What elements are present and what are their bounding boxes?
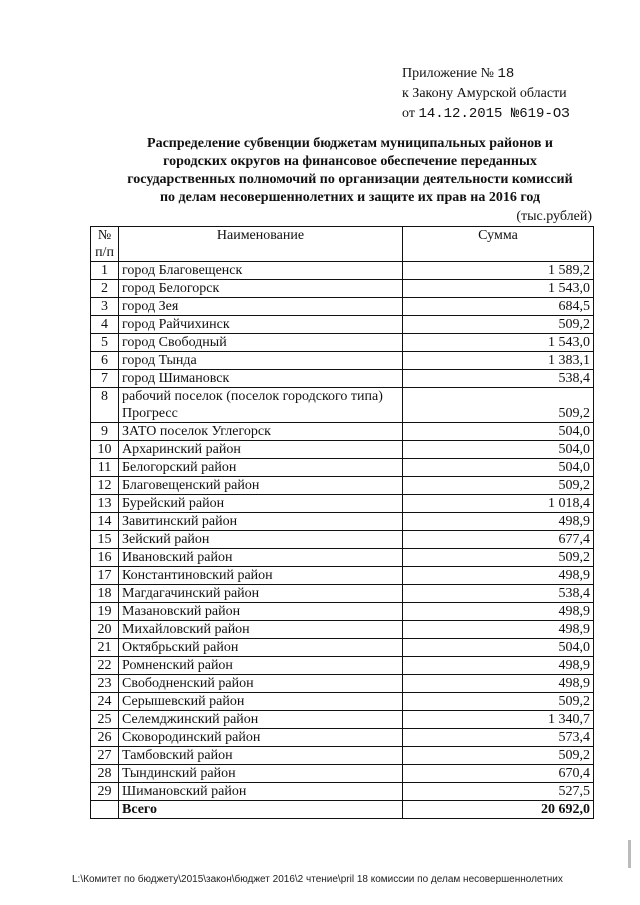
row-number: 19 <box>91 603 119 621</box>
row-name: город Райчихинск <box>119 316 403 334</box>
header-number <box>91 227 119 262</box>
table-body <box>91 262 594 801</box>
row-number: 1 <box>91 262 119 280</box>
row-name: Благовещенский район <box>119 477 403 495</box>
row-number: 16 <box>91 549 119 567</box>
row-sum: 538,4 <box>403 370 594 388</box>
row-name: Свободненский район <box>119 675 403 693</box>
row-sum: 498,9 <box>403 513 594 531</box>
file-path-footer: L:\Комитет по бюджету\2015\закон\бюджет 2016\2 чтение\pril 18 комиссии по делам несовершеннолетних <box>72 874 563 885</box>
row-name: Тамбовский район <box>119 747 403 765</box>
row-sum: 498,9 <box>403 567 594 585</box>
row-name: Константиновский район <box>119 567 403 585</box>
row-number: 9 <box>91 423 119 441</box>
row-number: 11 <box>91 459 119 477</box>
row-number: 2 <box>91 280 119 298</box>
document-title <box>120 135 580 207</box>
row-sum: 504,0 <box>403 441 594 459</box>
row-sum: 1 543,0 <box>403 334 594 352</box>
table-row <box>91 262 594 280</box>
table-row <box>91 334 594 352</box>
table-row <box>91 747 594 765</box>
row-name: город Благовещенск <box>119 262 403 280</box>
appendix-line-2: к Закону Амурской области <box>402 86 567 101</box>
row-sum: 509,2 <box>403 549 594 567</box>
table-row <box>91 585 594 603</box>
table-row <box>91 693 594 711</box>
row-sum: 573,4 <box>403 729 594 747</box>
row-sum: 504,0 <box>403 423 594 441</box>
table-row <box>91 495 594 513</box>
table-row <box>91 298 594 316</box>
table-row <box>91 657 594 675</box>
row-name: Зейский район <box>119 531 403 549</box>
table-row <box>91 423 594 441</box>
table-total-row <box>91 801 594 819</box>
row-number: 5 <box>91 334 119 352</box>
row-number: 13 <box>91 495 119 513</box>
row-sum: 527,5 <box>403 783 594 801</box>
row-sum: 498,9 <box>403 621 594 639</box>
table-header-row <box>91 227 594 262</box>
row-number: 24 <box>91 693 119 711</box>
row-sum: 677,4 <box>403 531 594 549</box>
row-number: 10 <box>91 441 119 459</box>
table-row <box>91 675 594 693</box>
table-row <box>91 316 594 334</box>
row-sum: 509,2 <box>403 477 594 495</box>
row-name: город Тында <box>119 352 403 370</box>
row-sum: 504,0 <box>403 459 594 477</box>
total-label: Всего <box>119 801 403 819</box>
row-name: Михайловский район <box>119 621 403 639</box>
row-number: 28 <box>91 765 119 783</box>
row-number: 25 <box>91 711 119 729</box>
row-name: Бурейский район <box>119 495 403 513</box>
row-sum: 1 018,4 <box>403 495 594 513</box>
appendix-date-value: 14.12.2015 №619-ОЗ <box>418 106 570 122</box>
table-row <box>91 370 594 388</box>
row-number: 12 <box>91 477 119 495</box>
title-line-2: городских округов на финансовое обеспечение переданных <box>163 154 537 169</box>
row-name: рабочий поселок (поселок городского типа) Прогресс <box>119 388 403 423</box>
table-row <box>91 441 594 459</box>
appendix-prefix: Приложение № <box>402 66 494 81</box>
row-name: Серышевский район <box>119 693 403 711</box>
table-row <box>91 459 594 477</box>
table-row <box>91 765 594 783</box>
header-name: Наименование <box>119 227 403 262</box>
title-line-3: государственных полномочий по организации деятельности комиссий <box>127 172 573 187</box>
row-name: Архаринский район <box>119 441 403 459</box>
row-sum: 509,2 <box>403 388 594 423</box>
appendix-date-prefix: от <box>402 106 415 121</box>
row-number: 27 <box>91 747 119 765</box>
row-name: Селемджинский район <box>119 711 403 729</box>
row-name: Мазановский район <box>119 603 403 621</box>
row-sum: 1 383,1 <box>403 352 594 370</box>
row-name: город Свободный <box>119 334 403 352</box>
row-sum: 498,9 <box>403 657 594 675</box>
header-number-line2: п/п <box>95 245 114 260</box>
row-number: 29 <box>91 783 119 801</box>
table-row <box>91 603 594 621</box>
appendix-number: 18 <box>497 66 515 82</box>
table-row <box>91 621 594 639</box>
table-row <box>91 567 594 585</box>
row-name: Сковородинский район <box>119 729 403 747</box>
table-row <box>91 477 594 495</box>
row-sum: 498,9 <box>403 675 594 693</box>
table-row <box>91 388 594 423</box>
row-sum: 509,2 <box>403 747 594 765</box>
row-number: 22 <box>91 657 119 675</box>
row-name: Тындинский район <box>119 765 403 783</box>
row-sum: 1 589,2 <box>403 262 594 280</box>
row-number: 7 <box>91 370 119 388</box>
row-number: 6 <box>91 352 119 370</box>
row-name: Октябрьский район <box>119 639 403 657</box>
row-name: Шимановский район <box>119 783 403 801</box>
row-name: Магдагачинский район <box>119 585 403 603</box>
row-sum: 1 340,7 <box>403 711 594 729</box>
row-number: 3 <box>91 298 119 316</box>
units-label: (тыс.рублей) <box>516 209 592 224</box>
row-number: 20 <box>91 621 119 639</box>
appendix-line-1 <box>402 64 570 84</box>
row-sum: 498,9 <box>403 603 594 621</box>
row-name: город Зея <box>119 298 403 316</box>
row-number: 4 <box>91 316 119 334</box>
row-sum: 684,5 <box>403 298 594 316</box>
table-row <box>91 531 594 549</box>
appendix-block <box>402 64 570 124</box>
appendix-line-3 <box>402 104 570 124</box>
row-sum: 670,4 <box>403 765 594 783</box>
title-line-1: Распределение субвенции бюджетам муниципальных районов и <box>147 136 553 151</box>
row-name: город Шимановск <box>119 370 403 388</box>
header-sum: Сумма <box>403 227 594 262</box>
row-sum: 538,4 <box>403 585 594 603</box>
row-number: 26 <box>91 729 119 747</box>
total-number-cell <box>91 801 119 819</box>
row-name: Белогорский район <box>119 459 403 477</box>
row-sum: 509,2 <box>403 316 594 334</box>
total-sum: 20 692,0 <box>403 801 594 819</box>
row-name: город Белогорск <box>119 280 403 298</box>
table-row <box>91 639 594 657</box>
table-row <box>91 783 594 801</box>
header-number-line1: № <box>97 228 112 243</box>
table-row <box>91 549 594 567</box>
row-sum: 1 543,0 <box>403 280 594 298</box>
table-row <box>91 729 594 747</box>
table-row <box>91 711 594 729</box>
title-line-4: по делам несовершеннолетних и защите их прав на 2016 год <box>159 190 541 205</box>
row-number: 8 <box>91 388 119 423</box>
row-sum: 509,2 <box>403 693 594 711</box>
row-number: 17 <box>91 567 119 585</box>
table-row <box>91 352 594 370</box>
row-number: 23 <box>91 675 119 693</box>
subvention-table <box>90 226 594 819</box>
row-name: Завитинский район <box>119 513 403 531</box>
row-sum: 504,0 <box>403 639 594 657</box>
row-name: Ивановский район <box>119 549 403 567</box>
row-number: 18 <box>91 585 119 603</box>
scan-edge-mark <box>628 840 631 868</box>
table-row <box>91 513 594 531</box>
row-number: 14 <box>91 513 119 531</box>
row-name: ЗАТО поселок Углегорск <box>119 423 403 441</box>
table-row <box>91 280 594 298</box>
row-number: 15 <box>91 531 119 549</box>
row-name: Ромненский район <box>119 657 403 675</box>
row-number: 21 <box>91 639 119 657</box>
